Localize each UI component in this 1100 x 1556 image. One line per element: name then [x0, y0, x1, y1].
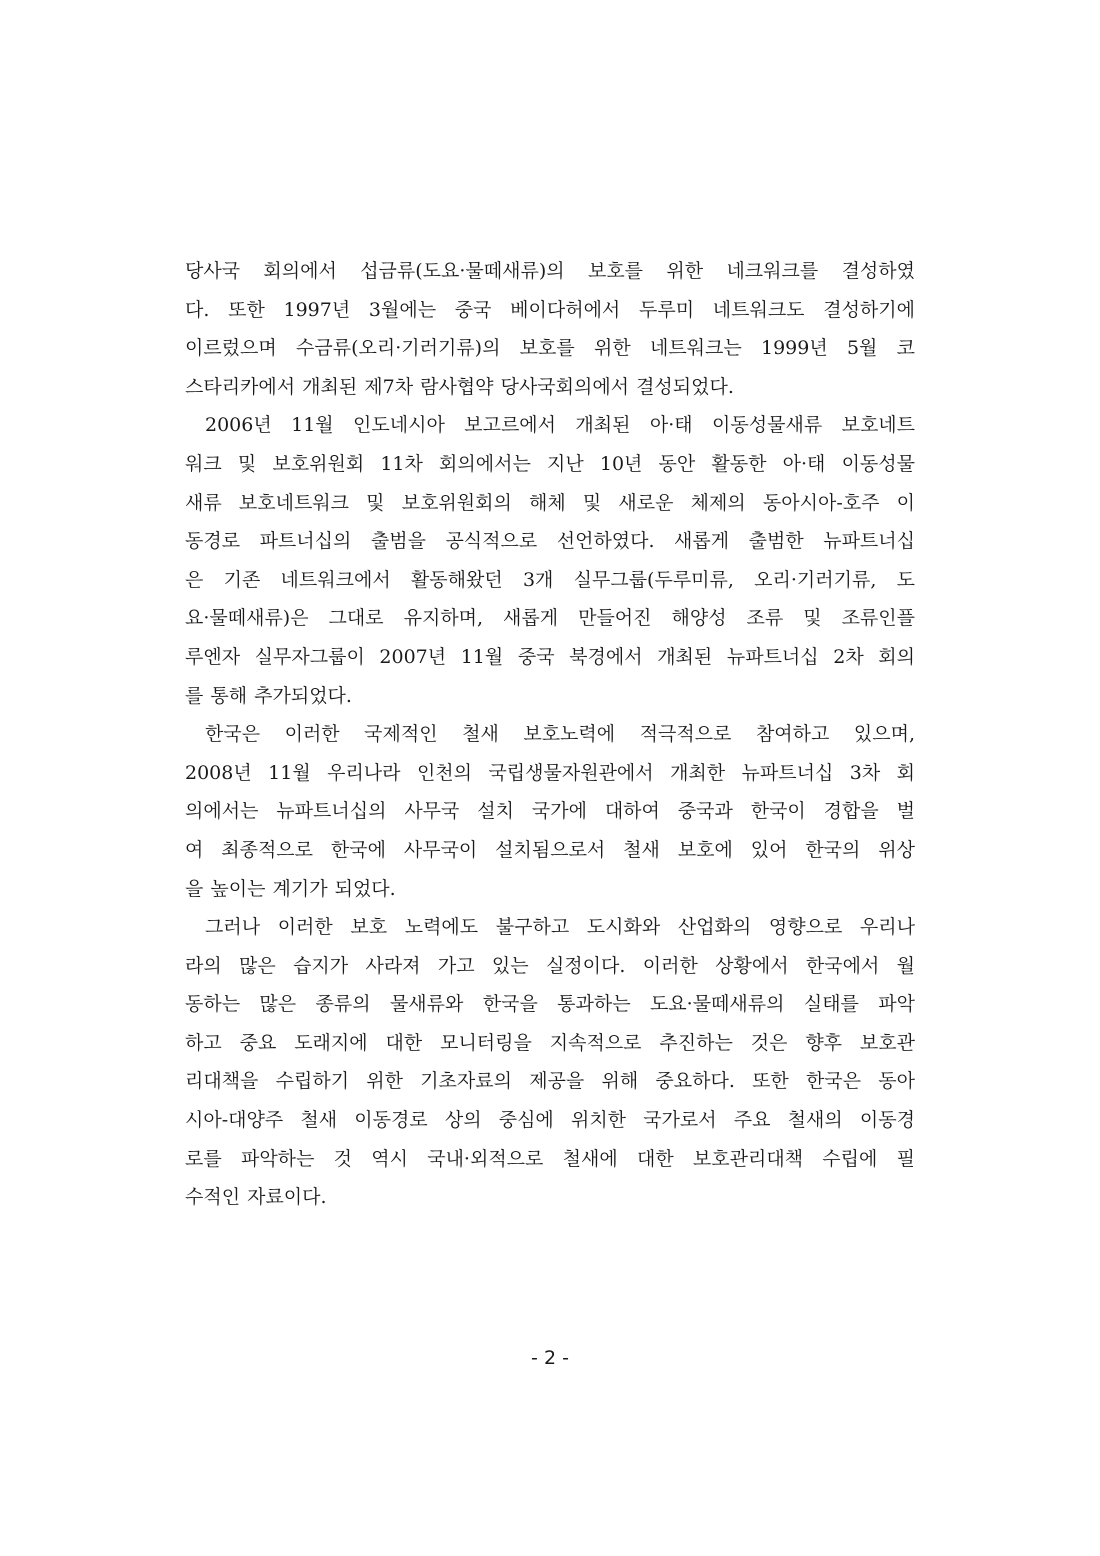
paragraph-2-line-4: 동경로 파트너십의 출범을 공식적으로 선언하였다. 새롭게 출범한 뉴파트너십 — [185, 530, 915, 553]
paragraph-4-line-4: 하고 중요 도래지에 대한 모니터링을 지속적으로 추진하는 것은 향후 보호관 — [185, 1031, 915, 1054]
body-text — [185, 252, 915, 1217]
paragraph-3-line-2: 2008년 11월 우리나라 인천의 국립생물자원관에서 개최한 뉴파트너십 3차 회 — [185, 761, 915, 784]
paragraph-3-line-5: 을 높이는 계기가 되었다. — [185, 877, 396, 900]
page-number: - 2 - — [531, 1347, 569, 1369]
paragraph-2-line-1: 2006년 11월 인도네시아 보고르에서 개최된 아·태 이동성물새류 보호네트 — [205, 414, 915, 437]
paragraph-2-line-6: 요·물떼새류)은 그대로 유지하며, 새롭게 만들어진 해양성 조류 및 조류인플 — [185, 607, 915, 630]
paragraph-1-line-4: 스타리카에서 개최된 제7차 람사협약 당사국회의에서 결성되었다. — [185, 375, 734, 398]
paragraph-4-line-3: 동하는 많은 종류의 물새류와 한국을 통과하는 도요·물떼새류의 실태를 파악 — [185, 993, 915, 1016]
paragraph-2-line-7: 루엔자 실무자그룹이 2007년 11월 중국 북경에서 개최된 뉴파트너십 2차 회의 — [185, 645, 915, 668]
paragraph-4-line-8: 수적인 자료이다. — [185, 1186, 327, 1209]
paragraph-2-line-5: 은 기존 네트워크에서 활동해왔던 3개 실무그룹(두루미류, 오리·기러기류, 도 — [185, 568, 915, 591]
paragraph-4-line-7: 로를 파악하는 것 역시 국내·외적으로 철새에 대한 보호관리대책 수립에 필 — [185, 1147, 915, 1170]
paragraph-1-line-2: 다. 또한 1997년 3월에는 중국 베이다허에서 두루미 네트워크도 결성하기에 — [185, 298, 915, 321]
paragraph-4-line-2: 라의 많은 습지가 사라져 가고 있는 실정이다. 이러한 상황에서 한국에서 월 — [185, 954, 915, 977]
paragraph-3-line-1: 한국은 이러한 국제적인 철새 보호노력에 적극적으로 참여하고 있으며, — [205, 723, 915, 746]
paragraph-4-line-6: 시아-대양주 철새 이동경로 상의 중심에 위치한 국가로서 주요 철새의 이동경 — [185, 1109, 915, 1132]
paragraph-4-line-5: 리대책을 수립하기 위한 기초자료의 제공을 위해 중요하다. 또한 한국은 동아 — [185, 1070, 915, 1093]
paragraph-3-line-4: 여 최종적으로 한국에 사무국이 설치됨으로서 철새 보호에 있어 한국의 위상 — [185, 838, 915, 861]
paragraph-2-line-3: 새류 보호네트워크 및 보호위원회의 해체 및 새로운 체제의 동아시아-호주 이 — [185, 491, 915, 514]
paragraph-3-line-3: 의에서는 뉴파트너십의 사무국 설치 국가에 대하여 중국과 한국이 경합을 벌 — [185, 800, 915, 823]
paragraph-2-line-2: 워크 및 보호위원회 11차 회의에서는 지난 10년 동안 활동한 아·태 이동성물 — [185, 452, 915, 475]
paragraph-4-line-1: 그러나 이러한 보호 노력에도 불구하고 도시화와 산업화의 영향으로 우리나 — [205, 916, 915, 939]
paragraph-1-line-1: 당사국 회의에서 섭금류(도요·물떼새류)의 보호를 위한 네크워크를 결성하였 — [185, 260, 915, 282]
paragraph-2-line-8: 를 통해 추가되었다. — [185, 684, 352, 707]
paragraph-1-line-3: 이르렀으며 수금류(오리·기러기류)의 보호를 위한 네트워크는 1999년 5월 코 — [185, 337, 915, 360]
